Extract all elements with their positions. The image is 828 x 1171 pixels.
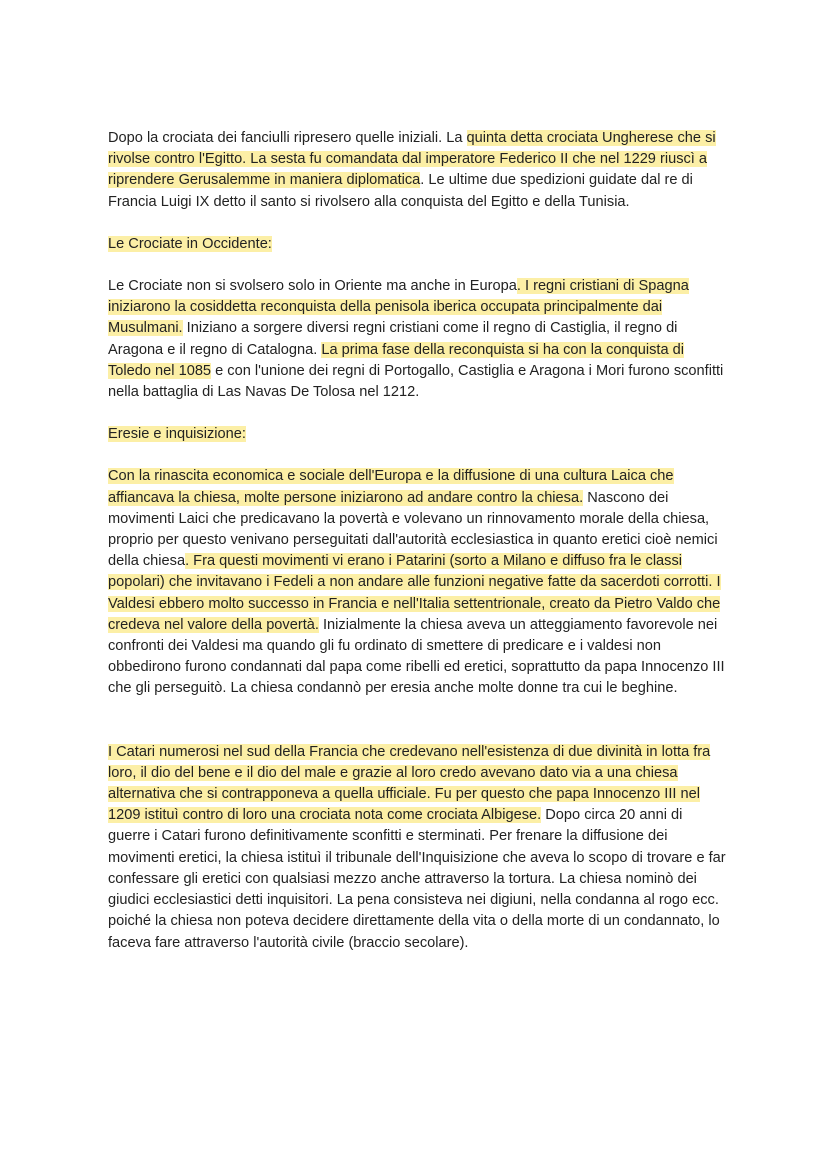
text-segment: Inizialmente la chiesa aveva un atteggiamento favorevole nei confronti dei Valdesi ma quando gli fu ordinato di smettere di predicare e i valdesi non obbedirono furono condannati dal papa come ribelli ed eretici, soprattutto da papa Innocenzo III che gli perseguitò. La chiesa condannò per eresia anche molte donne tra cui le beghine.	[108, 616, 725, 697]
highlighted-text: . Fra questi movimenti vi erano i Patarini (sorto a Milano e diffuso fra le classi popolari) che invitavano i Fedeli a non andare alle funzioni negative fatte da sacerdoti corrotti. I Valdesi ebbero molto successo in Francia e nell'Italia settentrionale, creato da Pietro Valdo che credeva nel valore della povertà.	[108, 553, 721, 633]
text-segment: . Le ultime due spedizioni guidate dal re di Francia Luigi IX detto il santo si rivolsero alla conquista del Egitto e della Tunisia.	[108, 172, 693, 210]
highlighted-heading: Eresie e inquisizione:	[108, 426, 246, 443]
text-segment: Iniziano a sorgere diversi regni cristiani come il regno di Castiglia, il regno di Aragona e il regno di Catalogna.	[108, 320, 678, 358]
paragraph-eresie	[108, 466, 728, 699]
highlighted-text: I Catari numerosi nel sud della Francia che credevano nell'esistenza di due divinità in lotta fra loro, il dio del bene e il dio del male e grazie al loro credo avevano dato via a una chiesa alternativa che si contrapponeva a quella ufficiale. Fu per questo che papa Innocenzo III nel 1209 istituì contro di loro una crociata nota come crociata Albigese.	[108, 743, 711, 824]
paragraph-crociate-occidente	[108, 276, 728, 403]
section-heading-occidente	[108, 234, 728, 255]
text-segment: e con l'unione dei regni di Portogallo, Castiglia e Aragona i Mori furono sconfitti nella battaglia di Las Navas De Tolosa nel 1212.	[108, 362, 724, 401]
text-segment: Le Crociate non si svolsero solo in Oriente ma anche in Europa	[108, 278, 517, 295]
text-segment: Dopo la crociata dei fanciulli ripresero quelle iniziali. La	[108, 130, 467, 146]
text-segment: Dopo circa 20 anni di guerre i Catari furono definitivamente sconfitti e sterminati. Per frenare la diffusione dei movimenti eretici, la chiesa istituì il tribunale dell'Inquisizione che aveva lo scopo di trovare e far confessare gli eretici con qualsiasi mezzo anche attraverso la tortura. La chiesa nominò dei giudici ecclesiastici detti inquisitori. La pena consisteva nei digiuni, nella condanna al rogo ecc. poiché la chiesa non poteva decidere direttamente della vita o della morte di un condannato, lo faceva fare attraverso l'autorità civile (braccio secolare).	[108, 807, 726, 951]
text-segment: Nascono dei movimenti Laici che predicavano la povertà e volevano un rinnovamento morale della chiesa, proprio per questo venivano perseguitati dall'autorità ecclesiastica in quanto eretici cioè nemici della chiesa	[108, 489, 718, 570]
highlighted-text: . I regni cristiani di Spagna iniziarono la cosiddetta reconquista della penisola iberica occupata principalmente dai Musulmani.	[108, 278, 689, 337]
paragraph-catari	[108, 742, 728, 954]
highlighted-text: quinta detta crociata Ungherese che si rivolse contro l'Egitto. La sesta fu comandata dal imperatore Federico II che nel 1229 riuscì a riprendere Gerusalemme in maniera diplomatica	[108, 130, 716, 189]
highlighted-text: La prima fase della reconquista si ha con la conquista di Toledo nel 1085	[108, 341, 685, 379]
paragraph-crociate-orientali	[108, 128, 728, 213]
highlighted-text: Con la rinascita economica e sociale dell'Europa e la diffusione di una cultura Laica che affiancava la chiesa, molte persone iniziarono ad andare contro la chiesa.	[108, 468, 674, 506]
highlighted-heading: Le Crociate in Occidente:	[108, 235, 272, 252]
section-heading-eresie	[108, 424, 728, 445]
